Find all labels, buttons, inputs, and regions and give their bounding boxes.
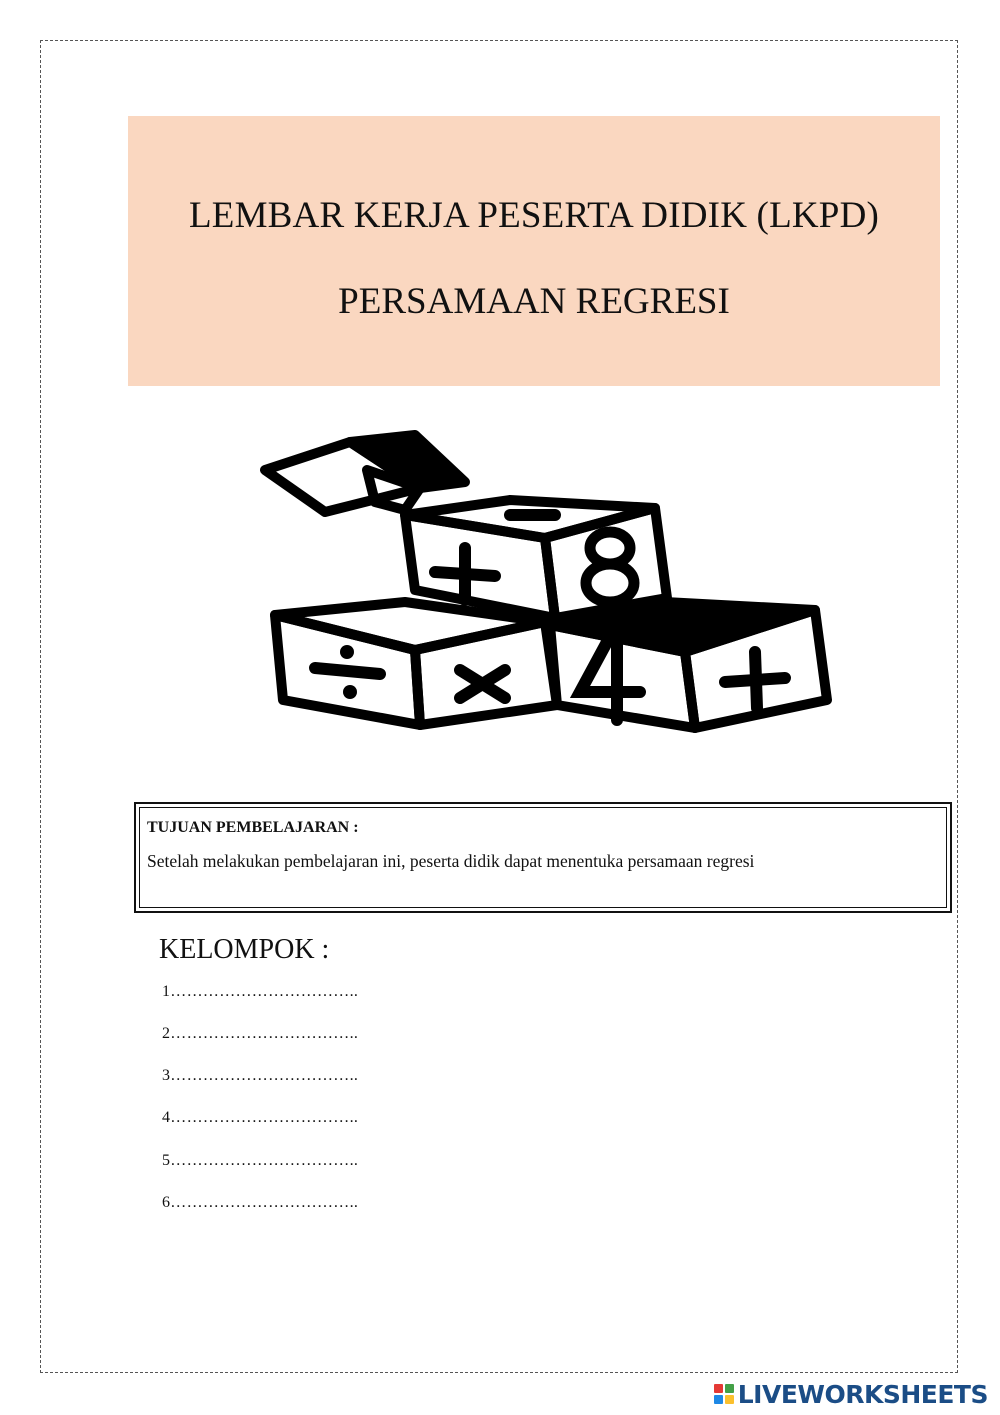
group-label: KELOMPOK : bbox=[159, 934, 330, 965]
liveworksheets-watermark bbox=[714, 1379, 988, 1409]
title-box bbox=[128, 116, 940, 386]
math-blocks-icon bbox=[255, 430, 835, 740]
logo-square bbox=[714, 1384, 723, 1393]
learning-goal-text: Setelah melakukan pembelajaran ini, peserta didik dapat menentuka persamaan regresi bbox=[147, 851, 755, 871]
learning-goal-heading: TUJUAN PEMBELAJARAN : bbox=[147, 819, 359, 836]
liveworksheets-logo-icon bbox=[714, 1384, 734, 1404]
group-member-line[interactable]: 4…………………………….. bbox=[162, 1109, 359, 1126]
watermark-text: LIVEWORKSHEETS bbox=[737, 1379, 988, 1409]
group-member-line[interactable]: 3…………………………….. bbox=[162, 1067, 359, 1084]
learning-goal-box bbox=[134, 802, 952, 913]
page-title: LEMBAR KERJA PESERTA DIDIK (LKPD) bbox=[188, 195, 880, 236]
logo-square bbox=[725, 1384, 734, 1393]
logo-square bbox=[714, 1395, 723, 1404]
page-subtitle: PERSAMAAN REGRESI bbox=[338, 281, 730, 322]
group-member-line[interactable]: 5…………………………….. bbox=[162, 1152, 359, 1169]
learning-goal-inner bbox=[139, 807, 947, 908]
group-member-line[interactable]: 6…………………………….. bbox=[162, 1194, 359, 1211]
group-member-line[interactable]: 2…………………………….. bbox=[162, 1025, 359, 1042]
logo-square bbox=[725, 1395, 734, 1404]
group-member-line[interactable]: 1…………………………….. bbox=[162, 983, 359, 1000]
